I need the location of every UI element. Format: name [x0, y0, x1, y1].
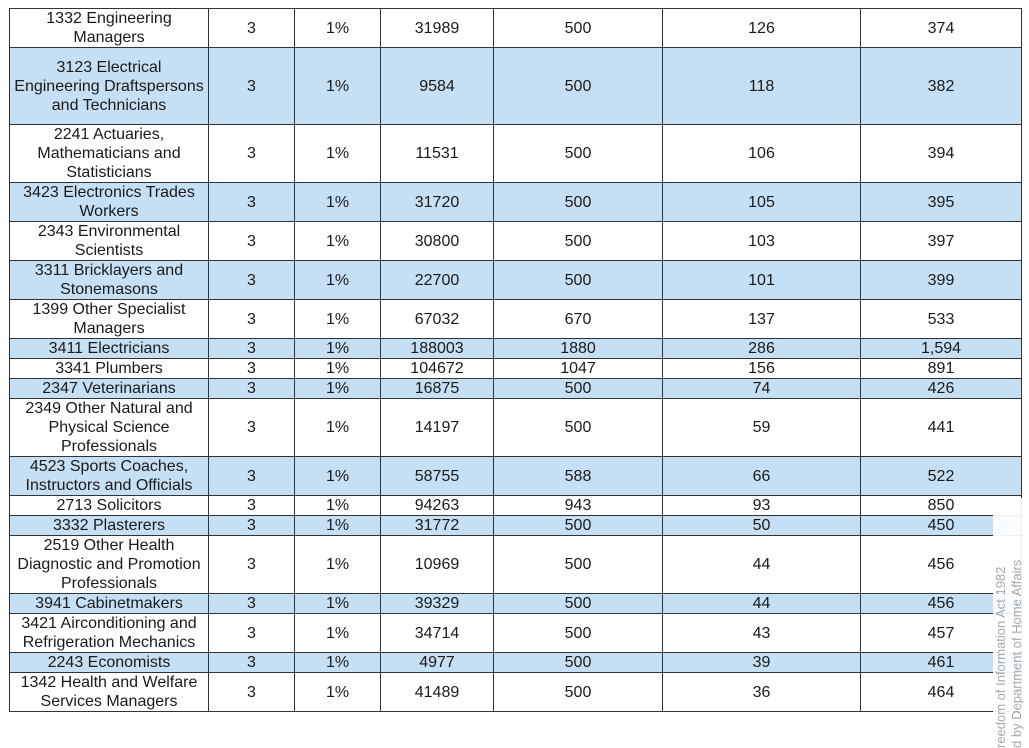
- value-cell: 94263: [381, 496, 494, 516]
- value-cell: 500: [494, 594, 663, 614]
- value-cell: 43: [663, 614, 861, 653]
- value-cell: 286: [663, 339, 861, 359]
- value-cell: 500: [494, 9, 663, 48]
- value-cell: 456: [861, 536, 1022, 594]
- value-cell: 3: [209, 261, 295, 300]
- value-cell: 31772: [381, 516, 494, 536]
- value-cell: 3: [209, 222, 295, 261]
- value-cell: 382: [861, 48, 1022, 125]
- value-cell: 456: [861, 594, 1022, 614]
- value-cell: 44: [663, 594, 861, 614]
- value-cell: 395: [861, 183, 1022, 222]
- value-cell: 3: [209, 673, 295, 712]
- occupation-cell: 2713 Solicitors: [10, 496, 209, 516]
- value-cell: 74: [663, 379, 861, 399]
- table-row: [10, 516, 1022, 536]
- occupation-cell: 3332 Plasterers: [10, 516, 209, 536]
- value-cell: 3: [209, 183, 295, 222]
- occupation-cell: 1342 Health and Welfare Services Managers: [10, 673, 209, 712]
- table-row: [10, 614, 1022, 653]
- value-cell: 500: [494, 653, 663, 673]
- occupation-cell: 2343 Environmental Scientists: [10, 222, 209, 261]
- value-cell: 500: [494, 516, 663, 536]
- value-cell: 9584: [381, 48, 494, 125]
- value-cell: 106: [663, 125, 861, 183]
- value-cell: 34714: [381, 614, 494, 653]
- value-cell: 3: [209, 457, 295, 496]
- table-row: [10, 125, 1022, 183]
- percent-cell: 1%: [295, 653, 381, 673]
- value-cell: 31989: [381, 9, 494, 48]
- value-cell: 93: [663, 496, 861, 516]
- value-cell: 66: [663, 457, 861, 496]
- table-body: [10, 9, 1022, 712]
- value-cell: 30800: [381, 222, 494, 261]
- occupation-cell: 2347 Veterinarians: [10, 379, 209, 399]
- occupation-cell: 3421 Airconditioning and Refrigeration Mechanics: [10, 614, 209, 653]
- occupation-cell: 1332 Engineering Managers: [10, 9, 209, 48]
- occupation-cell: 3123 Electrical Engineering Draftspersons and Technicians: [10, 48, 209, 125]
- value-cell: 10969: [381, 536, 494, 594]
- percent-cell: 1%: [295, 516, 381, 536]
- value-cell: 39329: [381, 594, 494, 614]
- value-cell: 500: [494, 125, 663, 183]
- percent-cell: 1%: [295, 300, 381, 339]
- value-cell: 500: [494, 379, 663, 399]
- value-cell: 450: [861, 516, 1022, 536]
- value-cell: 426: [861, 379, 1022, 399]
- table-row: [10, 339, 1022, 359]
- value-cell: 670: [494, 300, 663, 339]
- value-cell: 3: [209, 9, 295, 48]
- value-cell: 4977: [381, 653, 494, 673]
- occupation-table: [9, 8, 1022, 712]
- percent-cell: 1%: [295, 125, 381, 183]
- percent-cell: 1%: [295, 673, 381, 712]
- value-cell: 3: [209, 125, 295, 183]
- percent-cell: 1%: [295, 379, 381, 399]
- table-row: [10, 261, 1022, 300]
- value-cell: 533: [861, 300, 1022, 339]
- value-cell: 3: [209, 339, 295, 359]
- value-cell: 588: [494, 457, 663, 496]
- value-cell: 58755: [381, 457, 494, 496]
- table-row: [10, 48, 1022, 125]
- value-cell: 464: [861, 673, 1022, 712]
- value-cell: 461: [861, 653, 1022, 673]
- occupation-cell: 1399 Other Specialist Managers: [10, 300, 209, 339]
- value-cell: 3: [209, 614, 295, 653]
- watermark-line-2: reedom of Information Act 1982: [993, 566, 1008, 748]
- value-cell: 500: [494, 399, 663, 457]
- value-cell: 850: [861, 496, 1022, 516]
- value-cell: 500: [494, 673, 663, 712]
- value-cell: 22700: [381, 261, 494, 300]
- occupation-cell: 2349 Other Natural and Physical Science Professionals: [10, 399, 209, 457]
- value-cell: 457: [861, 614, 1022, 653]
- value-cell: 1047: [494, 359, 663, 379]
- table-row: [10, 536, 1022, 594]
- value-cell: 500: [494, 183, 663, 222]
- table-row: [10, 594, 1022, 614]
- value-cell: 103: [663, 222, 861, 261]
- value-cell: 3: [209, 300, 295, 339]
- value-cell: 104672: [381, 359, 494, 379]
- percent-cell: 1%: [295, 359, 381, 379]
- value-cell: 105: [663, 183, 861, 222]
- value-cell: 3: [209, 399, 295, 457]
- value-cell: 500: [494, 536, 663, 594]
- value-cell: 399: [861, 261, 1022, 300]
- table-row: [10, 673, 1022, 712]
- percent-cell: 1%: [295, 183, 381, 222]
- value-cell: 11531: [381, 125, 494, 183]
- value-cell: 3: [209, 594, 295, 614]
- value-cell: 156: [663, 359, 861, 379]
- percent-cell: 1%: [295, 48, 381, 125]
- value-cell: 50: [663, 516, 861, 536]
- occupation-cell: 3423 Electronics Trades Workers: [10, 183, 209, 222]
- value-cell: 36: [663, 673, 861, 712]
- value-cell: 31720: [381, 183, 494, 222]
- value-cell: 67032: [381, 300, 494, 339]
- value-cell: 397: [861, 222, 1022, 261]
- value-cell: 16875: [381, 379, 494, 399]
- value-cell: 126: [663, 9, 861, 48]
- occupation-cell: 2243 Economists: [10, 653, 209, 673]
- value-cell: 3: [209, 536, 295, 594]
- occupation-cell: 4523 Sports Coaches, Instructors and Officials: [10, 457, 209, 496]
- value-cell: 891: [861, 359, 1022, 379]
- percent-cell: 1%: [295, 536, 381, 594]
- table-row: [10, 379, 1022, 399]
- value-cell: 500: [494, 614, 663, 653]
- value-cell: 59: [663, 399, 861, 457]
- value-cell: 3: [209, 379, 295, 399]
- value-cell: 522: [861, 457, 1022, 496]
- foi-watermark: [993, 498, 1029, 748]
- value-cell: 500: [494, 261, 663, 300]
- value-cell: 3: [209, 496, 295, 516]
- value-cell: 39: [663, 653, 861, 673]
- percent-cell: 1%: [295, 399, 381, 457]
- occupation-cell: 3341 Plumbers: [10, 359, 209, 379]
- value-cell: 14197: [381, 399, 494, 457]
- value-cell: 118: [663, 48, 861, 125]
- value-cell: 44: [663, 536, 861, 594]
- table-row: [10, 399, 1022, 457]
- percent-cell: 1%: [295, 222, 381, 261]
- percent-cell: 1%: [295, 261, 381, 300]
- watermark-line-1: d by Department of Home Affairs: [1009, 559, 1024, 748]
- value-cell: 500: [494, 48, 663, 125]
- table-row: [10, 496, 1022, 516]
- percent-cell: 1%: [295, 9, 381, 48]
- occupation-cell: 2519 Other Health Diagnostic and Promotion Professionals: [10, 536, 209, 594]
- percent-cell: 1%: [295, 496, 381, 516]
- table-row: [10, 300, 1022, 339]
- table-row: [10, 9, 1022, 48]
- value-cell: 3: [209, 653, 295, 673]
- value-cell: 943: [494, 496, 663, 516]
- table-row: [10, 457, 1022, 496]
- value-cell: 1880: [494, 339, 663, 359]
- percent-cell: 1%: [295, 594, 381, 614]
- value-cell: 188003: [381, 339, 494, 359]
- value-cell: 500: [494, 222, 663, 261]
- value-cell: 3: [209, 516, 295, 536]
- value-cell: 41489: [381, 673, 494, 712]
- percent-cell: 1%: [295, 339, 381, 359]
- table-row: [10, 359, 1022, 379]
- value-cell: 374: [861, 9, 1022, 48]
- table-row: [10, 222, 1022, 261]
- occupation-cell: 3411 Electricians: [10, 339, 209, 359]
- occupation-cell: 3941 Cabinetmakers: [10, 594, 209, 614]
- value-cell: 3: [209, 359, 295, 379]
- value-cell: 3: [209, 48, 295, 125]
- table-row: [10, 183, 1022, 222]
- value-cell: 394: [861, 125, 1022, 183]
- occupation-table-container: [9, 8, 1021, 712]
- percent-cell: 1%: [295, 457, 381, 496]
- value-cell: 137: [663, 300, 861, 339]
- value-cell: 1,594: [861, 339, 1022, 359]
- value-cell: 441: [861, 399, 1022, 457]
- percent-cell: 1%: [295, 614, 381, 653]
- occupation-cell: 3311 Bricklayers and Stonemasons: [10, 261, 209, 300]
- table-row: [10, 653, 1022, 673]
- value-cell: 101: [663, 261, 861, 300]
- occupation-cell: 2241 Actuaries, Mathematicians and Statisticians: [10, 125, 209, 183]
